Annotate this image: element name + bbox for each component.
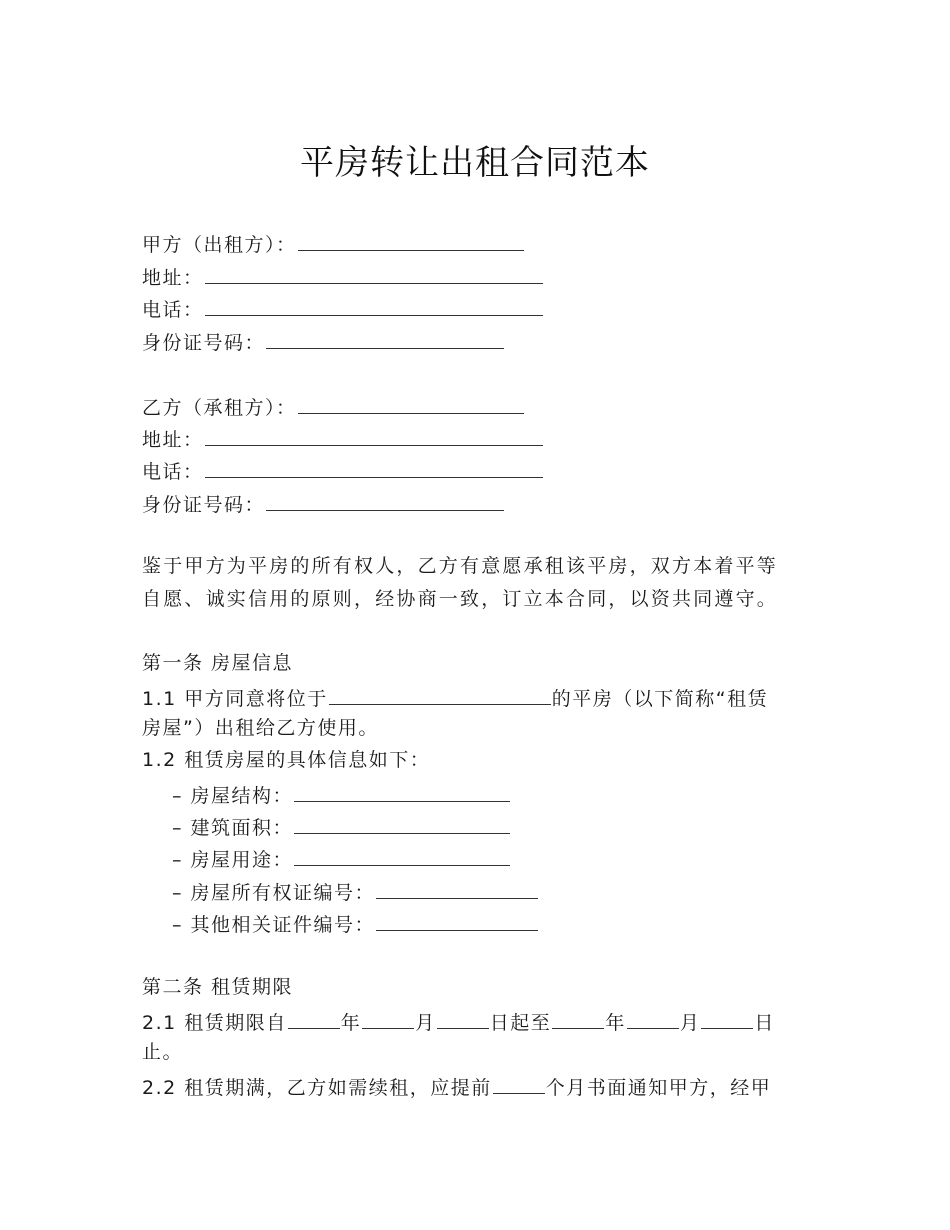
item-ownership-cert (172, 881, 539, 903)
end-day-blank[interactable] (701, 1011, 753, 1029)
clause-1-1-suffix: 的平房（以下简称“租赁 (551, 688, 769, 710)
item-structure (172, 784, 511, 806)
start-year-blank[interactable] (288, 1011, 340, 1029)
clause-1-1-line-2: 房屋”）出租给乙方使用。 (142, 717, 379, 739)
start-month-label: 月 (415, 1012, 436, 1034)
end-month-label: 月 (679, 1012, 701, 1034)
location-blank[interactable] (329, 687, 551, 705)
party-a-phone-label: 电话： (142, 299, 204, 321)
clause-1-1-line-1 (142, 687, 768, 709)
end-day-label: 日 (754, 1012, 775, 1034)
party-b-id-line (142, 493, 505, 515)
party-a-address-blank[interactable] (205, 266, 543, 284)
article-2-heading: 第二条 租赁期限 (142, 976, 294, 998)
party-b-address-line (142, 428, 544, 450)
start-year-label: 年 (340, 1012, 362, 1034)
party-b-line (142, 396, 525, 418)
party-a-address-line (142, 266, 544, 288)
party-a-id-line (142, 331, 505, 353)
party-a-address-label: 地址： (142, 267, 204, 289)
clause-2-2-prefix: 2.2 租赁期满，乙方如需续租，应提前 (142, 1077, 492, 1099)
party-a-phone-line (142, 298, 544, 320)
item-usage (172, 848, 511, 870)
clause-2-1-line-2: 止。 (142, 1041, 184, 1063)
notice-months-blank[interactable] (493, 1076, 545, 1094)
start-day-label: 日起至 (489, 1012, 552, 1034)
preamble-line-1: 鉴于甲方为平房的所有权人，乙方有意愿承租该平房，双方本着平等 (142, 555, 779, 577)
area-blank[interactable] (294, 816, 510, 834)
party-a-name-blank[interactable] (298, 233, 524, 251)
party-b-address-label: 地址： (142, 429, 204, 451)
party-a-line (142, 233, 525, 255)
party-b-name-blank[interactable] (298, 396, 524, 414)
end-year-label: 年 (605, 1012, 626, 1034)
item-other-cert-label: – 其他相关证件编号： (172, 914, 376, 936)
party-a-id-label: 身份证号码： (142, 332, 266, 354)
start-month-blank[interactable] (362, 1011, 414, 1029)
party-a-id-blank[interactable] (266, 331, 504, 349)
party-b-label: 乙方（承租方）： (142, 397, 297, 419)
item-ownership-cert-label: – 房屋所有权证编号： (172, 882, 376, 904)
clause-2-2-line-1 (142, 1076, 771, 1098)
other-cert-blank[interactable] (376, 913, 538, 931)
party-a-label: 甲方（出租方）： (142, 234, 297, 256)
party-b-phone-blank[interactable] (205, 460, 543, 478)
preamble-line-2: 自愿、诚实信用的原则，经协商一致，订立本合同，以资共同遵守。 (142, 588, 779, 610)
party-b-id-label: 身份证号码： (142, 494, 266, 516)
clause-1-2: 1.2 租赁房屋的具体信息如下： (142, 749, 431, 771)
item-usage-label: – 房屋用途： (172, 849, 294, 871)
clause-2-2-suffix: 个月书面通知甲方，经甲 (545, 1077, 772, 1099)
item-structure-label: – 房屋结构： (172, 785, 294, 807)
party-b-phone-label: 电话： (142, 461, 204, 483)
party-a-phone-blank[interactable] (205, 298, 543, 316)
item-other-cert (172, 913, 539, 935)
start-day-blank[interactable] (437, 1011, 489, 1029)
party-b-phone-line (142, 460, 544, 482)
clause-1-1-prefix: 1.1 甲方同意将位于 (142, 688, 328, 710)
party-b-id-blank[interactable] (266, 493, 504, 511)
ownership-cert-blank[interactable] (376, 881, 538, 899)
end-year-blank[interactable] (552, 1011, 604, 1029)
usage-blank[interactable] (294, 848, 510, 866)
structure-blank[interactable] (294, 784, 510, 802)
item-area-label: – 建筑面积： (172, 817, 294, 839)
document-title: 平房转让出租合同范本 (300, 143, 650, 183)
end-month-blank[interactable] (627, 1011, 679, 1029)
article-1-heading: 第一条 房屋信息 (142, 652, 294, 674)
clause-2-1-line-1 (142, 1011, 775, 1033)
item-area (172, 816, 511, 838)
party-b-address-blank[interactable] (205, 428, 543, 446)
clause-2-1-prefix: 2.1 租赁期限自 (142, 1012, 287, 1034)
